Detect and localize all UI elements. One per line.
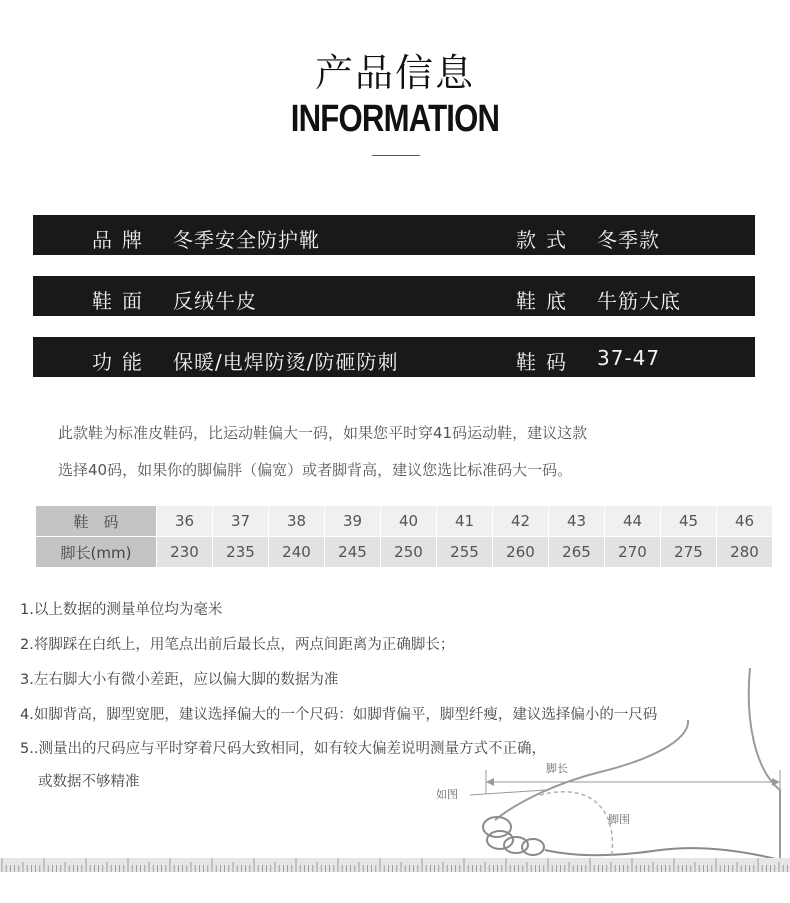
instruction-item: 2.将脚踩在白纸上，用笔点出前后最长点，两点间距离为正确脚长； <box>20 637 455 653</box>
length-cell: 265 <box>549 537 605 568</box>
title-divider <box>372 155 420 156</box>
size-row <box>36 506 773 537</box>
length-cell: 235 <box>213 537 269 568</box>
size-cell: 40 <box>381 506 437 537</box>
foot-length-label: 脚长 <box>546 762 568 775</box>
instep-outline <box>495 720 688 820</box>
size-note-line-1: 此款鞋为标准皮鞋码，比运动鞋偏大一码，如果您平时穿41码运动鞋，建议这款 <box>58 424 588 442</box>
info-label: 品牌 <box>92 228 152 252</box>
length-row-header: 脚长(mm) <box>36 537 157 568</box>
instruction-item: 或数据不够精准 <box>38 774 140 790</box>
length-cell: 245 <box>325 537 381 568</box>
size-cell: 42 <box>493 506 549 537</box>
figure-label: 如图 <box>436 788 458 801</box>
info-value: 保暖/电焊防烫/防砸防刺 <box>173 350 399 374</box>
size-cell: 38 <box>269 506 325 537</box>
info-value: 37-47 <box>597 346 661 370</box>
toes-outline <box>483 817 780 860</box>
length-cell: 255 <box>437 537 493 568</box>
size-table <box>36 506 773 568</box>
info-label: 款式 <box>516 228 576 252</box>
instruction-item: 3.左右脚大小有微小差距，应以偏大脚的数据为准 <box>20 672 339 688</box>
pointer-line <box>470 790 545 795</box>
info-row-function <box>33 337 755 377</box>
length-cell: 275 <box>661 537 717 568</box>
length-arrow-left <box>486 778 494 786</box>
size-cell: 43 <box>549 506 605 537</box>
size-cell: 37 <box>213 506 269 537</box>
length-cell: 250 <box>381 537 437 568</box>
info-label: 鞋底 <box>516 289 576 313</box>
info-row-brand <box>33 215 755 255</box>
info-value: 牛筋大底 <box>597 289 681 313</box>
info-value: 冬季款 <box>597 228 660 252</box>
foot-girth-label: 脚围 <box>608 813 630 826</box>
page-title-en: INFORMATION <box>290 98 500 140</box>
size-cell: 41 <box>437 506 493 537</box>
size-cell: 45 <box>661 506 717 537</box>
instruction-item: 5..测量出的尺码应与平时穿着尺码大致相同，如有较大偏差说明测量方式不正确， <box>20 741 546 757</box>
length-cell: 260 <box>493 537 549 568</box>
size-cell: 39 <box>325 506 381 537</box>
info-row-upper <box>33 276 755 316</box>
length-arrow-right <box>772 778 780 786</box>
info-value: 反绒牛皮 <box>173 289 257 313</box>
size-cell: 46 <box>717 506 773 537</box>
heel-outline <box>749 668 780 870</box>
instruction-item: 1.以上数据的测量单位均为毫米 <box>20 602 223 618</box>
length-cell: 280 <box>717 537 773 568</box>
length-cell: 270 <box>605 537 661 568</box>
info-label: 鞋码 <box>516 350 576 374</box>
instruction-item: 4.如脚背高，脚型宽肥，建议选择偏大的一个尺码：如脚背偏平，脚型纤瘦，建议选择偏小的一尺码 <box>20 707 658 723</box>
info-label: 功能 <box>92 350 152 374</box>
size-cell: 44 <box>605 506 661 537</box>
page-title-cn: 产品信息 <box>314 51 475 95</box>
length-cell: 230 <box>157 537 213 568</box>
size-row-header: 鞋 码 <box>36 506 157 537</box>
size-cell: 36 <box>157 506 213 537</box>
length-row <box>36 537 773 568</box>
info-label: 鞋面 <box>92 289 152 313</box>
ruler-bar <box>0 858 790 872</box>
info-value: 冬季安全防护靴 <box>173 228 320 252</box>
size-note-line-2: 选择40码，如果你的脚偏胖（偏宽）或者脚背高，建议您选比标准码大一码。 <box>58 461 573 479</box>
length-cell: 240 <box>269 537 325 568</box>
